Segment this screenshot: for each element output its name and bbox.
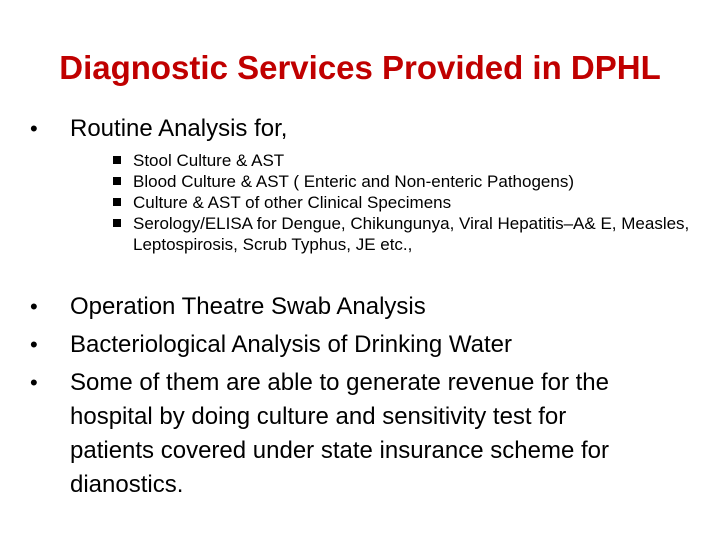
bullet-dot-icon: • (30, 332, 38, 357)
square-bullet-icon (113, 219, 121, 227)
bullet-text: Operation Theatre Swab Analysis (70, 293, 426, 320)
bullet-item-ot-swab (30, 290, 690, 324)
bullet-dot-icon: • (30, 294, 38, 319)
square-bullet-icon (113, 177, 121, 185)
bullet-text: Routine Analysis for, (70, 115, 288, 142)
sub-bullet-item (113, 150, 693, 171)
square-bullet-icon (113, 198, 121, 206)
slide-title: Diagnostic Services Provided in DPHL (59, 49, 661, 86)
bullet-dot-icon: • (30, 116, 38, 141)
sub-bullet-item (113, 171, 693, 192)
square-bullet-icon (113, 156, 121, 164)
bullet-item-revenue (30, 366, 650, 502)
sub-bullet-text: Serology/ELISA for Dengue, Chikungunya, Viral Hepatitis–A& E, Measles, Leptospirosis, Scrub Typhus, JE etc., (133, 214, 690, 254)
sub-bullet-item (113, 213, 693, 255)
bullet-item-routine-analysis (30, 112, 690, 146)
sub-bullet-text: Culture & AST of other Clinical Specimens (133, 193, 452, 212)
bullet-text: Some of them are able to generate revenue for the hospital by doing culture and sensitivity test for patients covered under state insurance scheme for dianostics. (70, 369, 610, 498)
bullet-item-water-analysis (30, 328, 690, 362)
bullet-text: Bacteriological Analysis of Drinking Water (70, 331, 512, 358)
bullet-dot-icon: • (30, 370, 38, 395)
sub-bullet-text: Stool Culture & AST (133, 151, 285, 170)
sub-bullet-list (113, 150, 693, 255)
sub-bullet-text: Blood Culture & AST ( Enteric and Non-enteric Pathogens) (133, 172, 574, 191)
sub-bullet-item (113, 192, 693, 213)
